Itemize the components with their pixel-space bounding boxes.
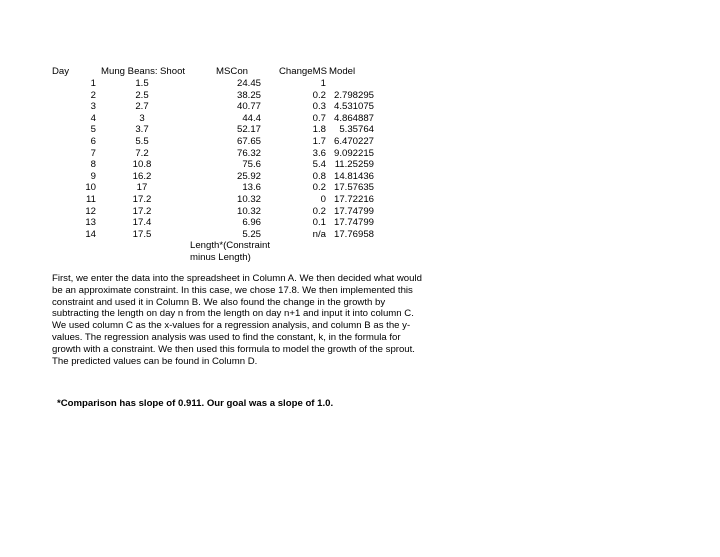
cell-model: 17.74799 bbox=[333, 217, 374, 229]
header-changems: ChangeMS bbox=[279, 66, 327, 77]
cell-mscon: 13.6 bbox=[242, 182, 261, 194]
header-day: Day bbox=[52, 66, 70, 77]
cell-day: 2 bbox=[90, 89, 96, 101]
cell-mscon: 25.92 bbox=[236, 170, 261, 182]
cell-day: 12 bbox=[85, 205, 96, 217]
cell-changems: 0.2 bbox=[312, 205, 326, 217]
cell-mung-beans: 1.5 bbox=[135, 78, 149, 89]
cell-changems: 5.4 bbox=[312, 159, 326, 171]
cell-mung-beans: 17.5 bbox=[132, 228, 152, 240]
cell-model: 2.798295 bbox=[333, 89, 374, 101]
cell-mung-beans: 3 bbox=[139, 112, 145, 124]
cell-mung-beans: 10.8 bbox=[132, 159, 152, 171]
cell-changems: 0.8 bbox=[312, 170, 326, 182]
cell-changems: 0 bbox=[320, 194, 326, 205]
cell-changems: 1.8 bbox=[312, 124, 326, 136]
cell-model: 4.864887 bbox=[333, 112, 374, 124]
cell-mscon: 67.65 bbox=[236, 136, 261, 147]
cell-day: 9 bbox=[90, 170, 96, 182]
explanation-paragraph: First, we enter the data into the spreadsheet in Column A. We then decided what would be an approximate constraint. In this case, we chose 17.8. We then implemented this constraint and used it in Column B. We also found the change in the growth by subtracting the length on day n from the length on day n+1 and input it into column C. We used column C as the x-values for a regression analysis, and column B as the y-values. The regression analysis was used to find the constant, k, in the formula for growth with a constraint. We then used this formula to model the growth of the sprout. The predicted values can be found in Column D. bbox=[52, 273, 422, 367]
cell-model: 14.81436 bbox=[333, 170, 374, 182]
cell-mung-beans: 5.5 bbox=[135, 136, 149, 147]
cell-mung-beans: 17 bbox=[136, 182, 148, 194]
cell-changems: 0.1 bbox=[312, 217, 326, 229]
cell-mung-beans: 16.2 bbox=[132, 170, 152, 182]
cell-mung-beans: 17.2 bbox=[132, 194, 152, 205]
cell-day: 14 bbox=[85, 228, 96, 240]
cell-mscon: 24.45 bbox=[236, 78, 261, 89]
cell-changems: 0.2 bbox=[312, 182, 326, 194]
cell-day: 7 bbox=[90, 147, 96, 159]
cell-changems: 3.6 bbox=[312, 147, 326, 159]
cell-model: 17.57635 bbox=[333, 182, 374, 194]
cell-mung-beans: 17.4 bbox=[132, 217, 152, 229]
cell-model: 17.74799 bbox=[333, 205, 374, 217]
cell-mscon: 5.25 bbox=[242, 228, 261, 240]
cell-day: 3 bbox=[90, 101, 96, 113]
header-model: Model bbox=[329, 66, 356, 77]
header-mung-beans: Mung Beans: bbox=[101, 66, 158, 77]
cell-changems: 1 bbox=[320, 78, 326, 89]
cell-mscon: 76.32 bbox=[236, 147, 261, 159]
length-note: Length*(Constraint minus Length) bbox=[190, 240, 270, 263]
cell-mung-beans: 2.5 bbox=[135, 89, 149, 101]
cell-day: 6 bbox=[90, 136, 96, 147]
cell-mscon: 75.6 bbox=[242, 159, 261, 171]
cell-mscon: 38.25 bbox=[236, 89, 261, 101]
header-shoot: Shoot bbox=[160, 66, 186, 77]
cell-mscon: 10.32 bbox=[236, 194, 261, 205]
cell-mscon: 52.17 bbox=[236, 124, 261, 136]
cell-day: 11 bbox=[86, 194, 96, 205]
cell-day: 4 bbox=[90, 112, 96, 124]
cell-changems: 0.3 bbox=[312, 101, 326, 113]
cell-mung-beans: 2.7 bbox=[135, 101, 149, 113]
cell-day: 13 bbox=[85, 217, 96, 229]
cell-day: 1 bbox=[90, 78, 96, 89]
cell-mscon: 6.96 bbox=[242, 217, 261, 229]
cell-model: 17.72216 bbox=[333, 194, 374, 205]
cell-mscon: 40.77 bbox=[236, 101, 261, 113]
cell-mung-beans: 17.2 bbox=[132, 205, 152, 217]
cell-model: 17.76958 bbox=[333, 228, 374, 240]
cell-model: 6.470227 bbox=[333, 136, 374, 147]
cell-model: 9.092215 bbox=[333, 147, 374, 159]
cell-mscon: 10.32 bbox=[236, 205, 261, 217]
cell-day: 10 bbox=[85, 182, 96, 194]
header-mscon: MSCon bbox=[216, 66, 248, 77]
cell-changems: 0.7 bbox=[312, 112, 326, 124]
cell-changems: 1.7 bbox=[312, 136, 326, 147]
comparison-note: *Comparison has slope of 0.911. Our goal was a slope of 1.0. bbox=[57, 398, 334, 409]
cell-mung-beans: 3.7 bbox=[135, 124, 149, 136]
cell-model: 4.531075 bbox=[333, 101, 374, 113]
cell-model: 5.35764 bbox=[339, 124, 374, 136]
cell-changems: n/a bbox=[312, 228, 326, 240]
cell-changems: 0.2 bbox=[312, 89, 326, 101]
cell-day: 8 bbox=[90, 159, 96, 171]
cell-mscon: 44.4 bbox=[242, 112, 261, 124]
cell-model: 11.25259 bbox=[334, 159, 374, 171]
cell-day: 5 bbox=[90, 124, 96, 136]
cell-mung-beans: 7.2 bbox=[135, 147, 149, 159]
